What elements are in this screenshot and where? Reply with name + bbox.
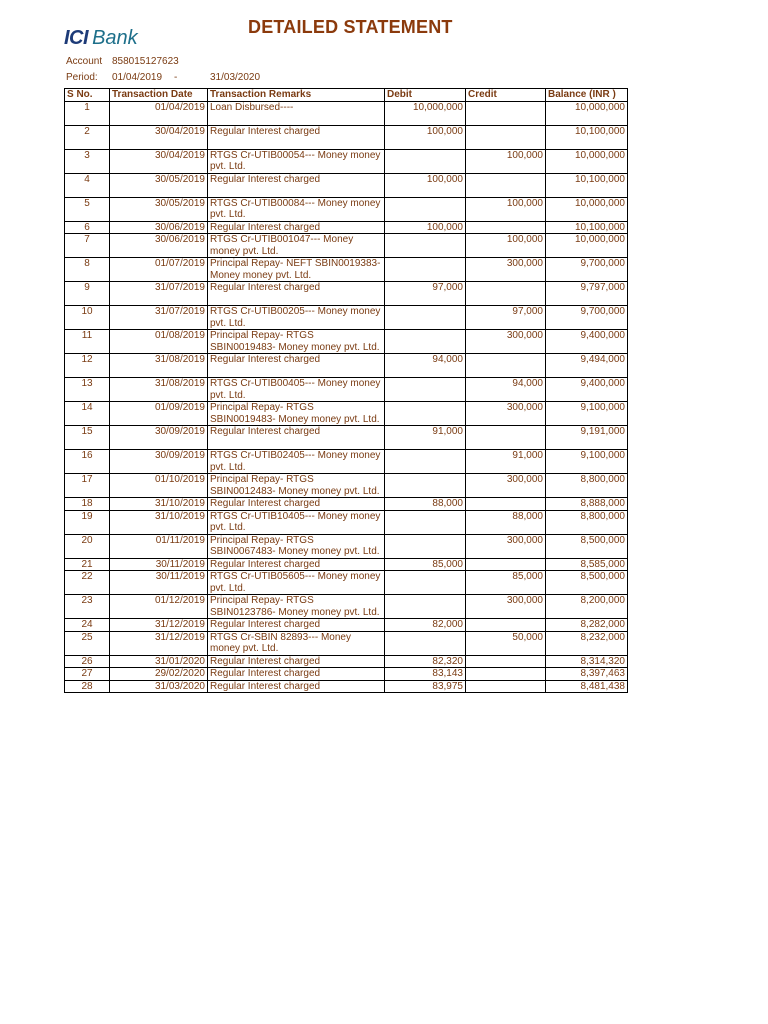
- cell-date: 30/06/2019: [110, 221, 208, 234]
- cell-debit: [385, 474, 466, 498]
- cell-debit: [385, 149, 466, 173]
- table-row: [65, 558, 628, 571]
- cell-debit: 91,000: [385, 426, 466, 450]
- cell-sno: 10: [65, 306, 110, 330]
- table-row: [65, 450, 628, 474]
- logo-bank-text: Bank: [92, 26, 138, 49]
- cell-balance: 8,500,000: [546, 571, 628, 595]
- cell-sno: 9: [65, 282, 110, 306]
- cell-credit: [466, 680, 546, 693]
- table-row: [65, 330, 628, 354]
- table-row: [65, 234, 628, 258]
- cell-sno: 23: [65, 595, 110, 619]
- cell-debit: [385, 306, 466, 330]
- cell-date: 31/10/2019: [110, 510, 208, 534]
- cell-date: 30/11/2019: [110, 571, 208, 595]
- table-row: [65, 149, 628, 173]
- cell-date: 30/09/2019: [110, 426, 208, 450]
- cell-credit: [466, 655, 546, 668]
- cell-debit: 82,320: [385, 655, 466, 668]
- cell-date: 30/05/2019: [110, 197, 208, 221]
- cell-credit: 300,000: [466, 402, 546, 426]
- cell-debit: 100,000: [385, 173, 466, 197]
- cell-sno: 17: [65, 474, 110, 498]
- cell-balance: 8,481,438: [546, 680, 628, 693]
- cell-balance: 9,797,000: [546, 282, 628, 306]
- cell-sno: 4: [65, 173, 110, 197]
- statement-title: DETAILED STATEMENT: [248, 17, 453, 37]
- table-row: [65, 680, 628, 693]
- cell-balance: 8,585,000: [546, 558, 628, 571]
- cell-credit: 97,000: [466, 306, 546, 330]
- cell-credit: 94,000: [466, 378, 546, 402]
- cell-sno: 14: [65, 402, 110, 426]
- cell-remarks: RTGS Cr-SBIN 82893--- Money money pvt. Ltd.: [208, 631, 385, 655]
- account-number: 858015127623: [112, 56, 179, 67]
- cell-sno: 22: [65, 571, 110, 595]
- cell-credit: 300,000: [466, 330, 546, 354]
- cell-credit: [466, 125, 546, 149]
- period-label: Period:: [66, 72, 98, 83]
- cell-date: 31/03/2020: [110, 680, 208, 693]
- cell-remarks: Principal Repay- NEFT SBIN0019383- Money money pvt. Ltd.: [208, 258, 385, 282]
- table-row: [65, 631, 628, 655]
- col-header-date: Transaction Date: [110, 89, 208, 102]
- cell-credit: [466, 558, 546, 571]
- cell-credit: 300,000: [466, 595, 546, 619]
- cell-date: 01/11/2019: [110, 534, 208, 558]
- cell-credit: [466, 426, 546, 450]
- table-row: [65, 668, 628, 681]
- cell-date: 31/08/2019: [110, 378, 208, 402]
- cell-remarks: RTGS Cr-UTIB02405--- Money money pvt. Ltd.: [208, 450, 385, 474]
- col-header-balance: Balance (INR ): [546, 89, 628, 102]
- cell-credit: 88,000: [466, 510, 546, 534]
- cell-date: 31/10/2019: [110, 498, 208, 511]
- cell-debit: 83,143: [385, 668, 466, 681]
- cell-balance: 10,100,000: [546, 125, 628, 149]
- cell-date: 31/08/2019: [110, 354, 208, 378]
- cell-sno: 7: [65, 234, 110, 258]
- cell-credit: 300,000: [466, 258, 546, 282]
- cell-sno: 20: [65, 534, 110, 558]
- cell-remarks: RTGS Cr-UTIB00405--- Money money pvt. Ltd.: [208, 378, 385, 402]
- cell-credit: 91,000: [466, 450, 546, 474]
- period-from: 01/04/2019: [112, 72, 163, 83]
- cell-date: 30/04/2019: [110, 125, 208, 149]
- cell-sno: 27: [65, 668, 110, 681]
- cell-balance: 10,000,000: [546, 197, 628, 221]
- cell-remarks: Regular Interest charged: [208, 668, 385, 681]
- cell-debit: 83,975: [385, 680, 466, 693]
- table-row: [65, 655, 628, 668]
- cell-credit: 100,000: [466, 149, 546, 173]
- cell-sno: 5: [65, 197, 110, 221]
- period-separator: -: [174, 72, 178, 83]
- table-row: [65, 282, 628, 306]
- cell-sno: 6: [65, 221, 110, 234]
- cell-remarks: Regular Interest charged: [208, 680, 385, 693]
- cell-remarks: Regular Interest charged: [208, 282, 385, 306]
- cell-debit: 97,000: [385, 282, 466, 306]
- cell-credit: [466, 498, 546, 511]
- cell-sno: 2: [65, 125, 110, 149]
- cell-sno: 21: [65, 558, 110, 571]
- cell-debit: 82,000: [385, 619, 466, 632]
- cell-balance: 9,700,000: [546, 258, 628, 282]
- cell-date: 29/02/2020: [110, 668, 208, 681]
- cell-credit: [466, 173, 546, 197]
- cell-sno: 11: [65, 330, 110, 354]
- cell-remarks: RTGS Cr-UTIB10405--- Money money pvt. Ltd.: [208, 510, 385, 534]
- cell-credit: [466, 668, 546, 681]
- cell-balance: 9,700,000: [546, 306, 628, 330]
- table-row: [65, 534, 628, 558]
- cell-date: 31/12/2019: [110, 631, 208, 655]
- cell-remarks: Principal Repay- RTGS SBIN0019483- Money money pvt. Ltd.: [208, 330, 385, 354]
- cell-date: 30/11/2019: [110, 558, 208, 571]
- table-header-row: [65, 89, 628, 102]
- cell-date: 30/05/2019: [110, 173, 208, 197]
- cell-balance: 8,397,463: [546, 668, 628, 681]
- cell-sno: 16: [65, 450, 110, 474]
- cell-date: 01/09/2019: [110, 402, 208, 426]
- cell-sno: 25: [65, 631, 110, 655]
- cell-date: 01/07/2019: [110, 258, 208, 282]
- cell-debit: 88,000: [385, 498, 466, 511]
- cell-remarks: Regular Interest charged: [208, 125, 385, 149]
- cell-remarks: Regular Interest charged: [208, 619, 385, 632]
- cell-balance: 8,314,320: [546, 655, 628, 668]
- table-row: [65, 101, 628, 125]
- cell-date: 01/10/2019: [110, 474, 208, 498]
- table-row: [65, 498, 628, 511]
- cell-balance: 8,800,000: [546, 510, 628, 534]
- cell-credit: 100,000: [466, 197, 546, 221]
- cell-balance: 9,400,000: [546, 378, 628, 402]
- cell-remarks: Regular Interest charged: [208, 426, 385, 450]
- cell-balance: 8,232,000: [546, 631, 628, 655]
- cell-balance: 8,282,000: [546, 619, 628, 632]
- cell-credit: [466, 354, 546, 378]
- cell-sno: 12: [65, 354, 110, 378]
- cell-credit: 85,000: [466, 571, 546, 595]
- cell-sno: 26: [65, 655, 110, 668]
- cell-balance: 9,100,000: [546, 402, 628, 426]
- cell-debit: [385, 534, 466, 558]
- cell-debit: [385, 510, 466, 534]
- table-row: [65, 402, 628, 426]
- table-row: [65, 510, 628, 534]
- cell-remarks: Principal Repay- RTGS SBIN0019483- Money money pvt. Ltd.: [208, 402, 385, 426]
- table-row: [65, 221, 628, 234]
- cell-remarks: RTGS Cr-UTIB00205--- Money money pvt. Ltd.: [208, 306, 385, 330]
- cell-remarks: Loan Disbursed----: [208, 101, 385, 125]
- cell-balance: 10,000,000: [546, 101, 628, 125]
- cell-credit: [466, 101, 546, 125]
- cell-remarks: RTGS Cr-UTIB001047--- Money money pvt. Ltd.: [208, 234, 385, 258]
- table-row: [65, 474, 628, 498]
- cell-debit: [385, 571, 466, 595]
- table-row: [65, 173, 628, 197]
- cell-debit: [385, 378, 466, 402]
- table-row: [65, 306, 628, 330]
- cell-balance: 10,000,000: [546, 234, 628, 258]
- col-header-sno: S No.: [65, 89, 110, 102]
- cell-date: 01/04/2019: [110, 101, 208, 125]
- cell-remarks: RTGS Cr-UTIB00084--- Money money pvt. Ltd.: [208, 197, 385, 221]
- logo-ici-text: ICI: [64, 26, 89, 49]
- period-to: 31/03/2020: [210, 72, 261, 83]
- cell-date: 31/12/2019: [110, 619, 208, 632]
- table-row: [65, 354, 628, 378]
- table-row: [65, 426, 628, 450]
- cell-debit: [385, 631, 466, 655]
- cell-balance: 8,888,000: [546, 498, 628, 511]
- cell-balance: 10,100,000: [546, 221, 628, 234]
- cell-sno: 24: [65, 619, 110, 632]
- cell-sno: 18: [65, 498, 110, 511]
- cell-balance: 9,191,000: [546, 426, 628, 450]
- cell-balance: 9,100,000: [546, 450, 628, 474]
- bank-logo: [64, 26, 138, 50]
- cell-balance: 10,000,000: [546, 149, 628, 173]
- cell-sno: 19: [65, 510, 110, 534]
- cell-date: 01/08/2019: [110, 330, 208, 354]
- table-row: [65, 197, 628, 221]
- cell-sno: 8: [65, 258, 110, 282]
- table-row: [65, 595, 628, 619]
- cell-remarks: Regular Interest charged: [208, 173, 385, 197]
- table-row: [65, 619, 628, 632]
- cell-credit: 50,000: [466, 631, 546, 655]
- cell-debit: 100,000: [385, 221, 466, 234]
- cell-remarks: Regular Interest charged: [208, 221, 385, 234]
- cell-remarks: Regular Interest charged: [208, 498, 385, 511]
- cell-credit: 300,000: [466, 534, 546, 558]
- cell-sno: 28: [65, 680, 110, 693]
- cell-date: 30/06/2019: [110, 234, 208, 258]
- cell-debit: [385, 234, 466, 258]
- cell-sno: 15: [65, 426, 110, 450]
- cell-debit: 10,000,000: [385, 101, 466, 125]
- cell-debit: 94,000: [385, 354, 466, 378]
- cell-balance: 9,494,000: [546, 354, 628, 378]
- cell-remarks: Regular Interest charged: [208, 354, 385, 378]
- cell-remarks: Principal Repay- RTGS SBIN0067483- Money money pvt. Ltd.: [208, 534, 385, 558]
- transactions-table: [64, 88, 628, 693]
- cell-debit: [385, 402, 466, 426]
- cell-balance: 10,100,000: [546, 173, 628, 197]
- cell-remarks: RTGS Cr-UTIB05605--- Money money pvt. Ltd.: [208, 571, 385, 595]
- col-header-debit: Debit: [385, 89, 466, 102]
- cell-sno: 13: [65, 378, 110, 402]
- cell-debit: [385, 595, 466, 619]
- cell-debit: [385, 330, 466, 354]
- table-body: [65, 101, 628, 693]
- cell-balance: 8,200,000: [546, 595, 628, 619]
- table-row: [65, 125, 628, 149]
- cell-balance: 9,400,000: [546, 330, 628, 354]
- cell-credit: [466, 282, 546, 306]
- cell-credit: 100,000: [466, 234, 546, 258]
- cell-balance: 8,500,000: [546, 534, 628, 558]
- cell-remarks: Principal Repay- RTGS SBIN0012483- Money money pvt. Ltd.: [208, 474, 385, 498]
- cell-debit: 100,000: [385, 125, 466, 149]
- cell-debit: 85,000: [385, 558, 466, 571]
- cell-remarks: Principal Repay- RTGS SBIN0123786- Money money pvt. Ltd.: [208, 595, 385, 619]
- cell-date: 31/07/2019: [110, 306, 208, 330]
- cell-debit: [385, 450, 466, 474]
- cell-sno: 1: [65, 101, 110, 125]
- cell-date: 30/09/2019: [110, 450, 208, 474]
- cell-date: 30/04/2019: [110, 149, 208, 173]
- account-label: Account: [66, 56, 103, 67]
- table-row: [65, 258, 628, 282]
- table-row: [65, 571, 628, 595]
- cell-remarks: Regular Interest charged: [208, 558, 385, 571]
- cell-remarks: RTGS Cr-UTIB00054--- Money money pvt. Ltd.: [208, 149, 385, 173]
- cell-date: 31/01/2020: [110, 655, 208, 668]
- cell-sno: 3: [65, 149, 110, 173]
- col-header-credit: Credit: [466, 89, 546, 102]
- cell-credit: 300,000: [466, 474, 546, 498]
- col-header-remarks: Transaction Remarks: [208, 89, 385, 102]
- table-row: [65, 378, 628, 402]
- cell-remarks: Regular Interest charged: [208, 655, 385, 668]
- cell-debit: [385, 258, 466, 282]
- cell-date: 31/07/2019: [110, 282, 208, 306]
- cell-credit: [466, 619, 546, 632]
- cell-date: 01/12/2019: [110, 595, 208, 619]
- cell-credit: [466, 221, 546, 234]
- cell-debit: [385, 197, 466, 221]
- cell-balance: 8,800,000: [546, 474, 628, 498]
